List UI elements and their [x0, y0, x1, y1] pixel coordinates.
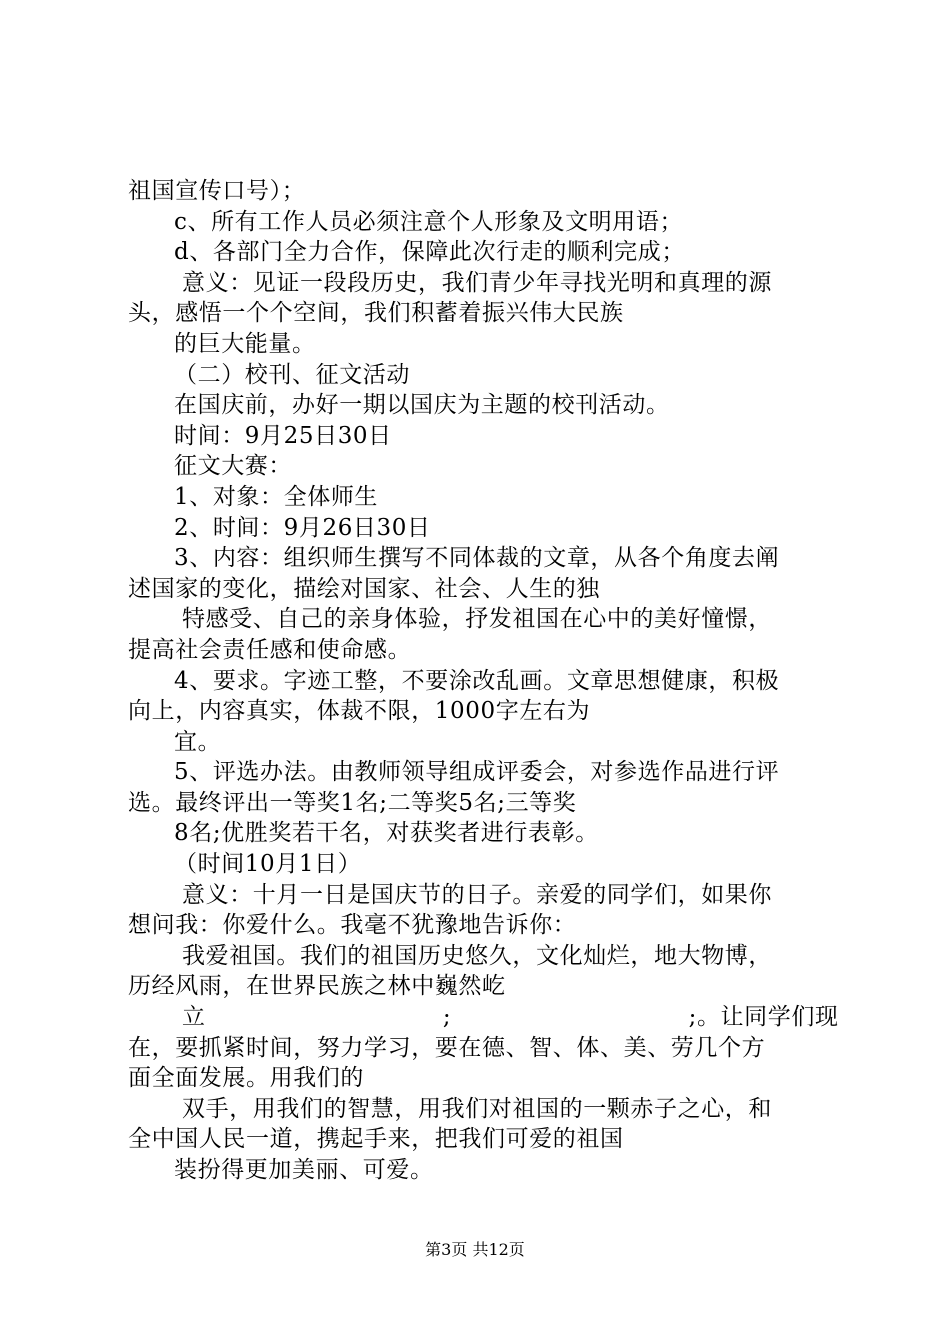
text-line: 双手，用我们的智慧，用我们对祖国的一颗赤子之心，和 [182, 1095, 772, 1122]
text-line: 征文大赛： [174, 453, 292, 480]
text-line: 面全面发展。用我们的 [128, 1065, 364, 1092]
text-line: 意义：十月一日是国庆节的日子。亲爱的同学们，如果你 [182, 881, 772, 908]
text-line: 意义：见证一段段历史，我们青少年寻找光明和真理的源 [182, 269, 772, 296]
document-body [128, 176, 838, 1186]
text-line: c、所有工作人员必须注意个人形象及文明用语； [174, 208, 684, 235]
text-line: 全中国人民一道，携起手来，把我们可爱的祖国 [128, 1126, 624, 1153]
text-line: （时间10月1日） [174, 851, 362, 878]
text-line: 5、评选办法。由教师领导组成评委会，对参选作品进行评 [174, 759, 780, 786]
text-line: 4、要求。字迹工整，不要涂改乱画。文章思想健康，积极 [174, 667, 780, 694]
text-line: 时间：9月25日30日 [174, 422, 392, 449]
text-line: 在，要抓紧时间，努力学习，要在德、智、体、美、劳几个方 [128, 1034, 766, 1061]
text-line: 立 ; ;。让同学们现 [182, 1004, 839, 1031]
text-line: 述国家的变化，描绘对国家、社会、人生的独 [128, 575, 600, 602]
text-line: 的巨大能量。 [174, 330, 316, 357]
text-line: 宜。 [174, 728, 222, 755]
text-line: 8名;优胜奖若干名，对获奖者进行表彰。 [174, 820, 599, 847]
text-line: 向上，内容真实，体裁不限，1000字左右为 [128, 698, 591, 725]
text-line: 特感受、自己的亲身体验，抒发祖国在心中的美好憧憬， [182, 606, 772, 633]
page-footer: 第3页 共12页 [425, 1240, 525, 1259]
text-line: d、各部门全力合作，保障此次行走的顺利完成； [174, 239, 685, 266]
text-line: 我爱祖国。我们的祖国历史悠久，文化灿烂，地大物博， [182, 942, 772, 969]
section-heading: （二）校刊、征文活动 [174, 361, 410, 388]
text-line: 在国庆前，办好一期以国庆为主题的校刊活动。 [174, 392, 670, 419]
text-line: 2、时间：9月26日30日 [174, 514, 431, 541]
text-line: 祖国宣传口号）； [128, 178, 306, 204]
text-line: 选。最终评出一等奖1名;二等奖5名;三等奖 [128, 789, 577, 816]
text-line: 1、对象：全体师生 [174, 483, 379, 510]
text-line: 提高社会责任感和使命感。 [128, 636, 412, 663]
text-line: 想问我：你爱什么。我毫不犹豫地告诉你： [128, 912, 577, 939]
text-line: 装扮得更加美丽、可爱。 [174, 1157, 434, 1183]
text-line: 历经风雨，在世界民族之林中巍然屹 [128, 973, 506, 1000]
text-line: 3、内容：组织师生撰写不同体裁的文章，从各个角度去阐 [174, 545, 780, 572]
text-line: 头，感悟一个个空间，我们积蓄着振兴伟大民族 [128, 300, 624, 327]
